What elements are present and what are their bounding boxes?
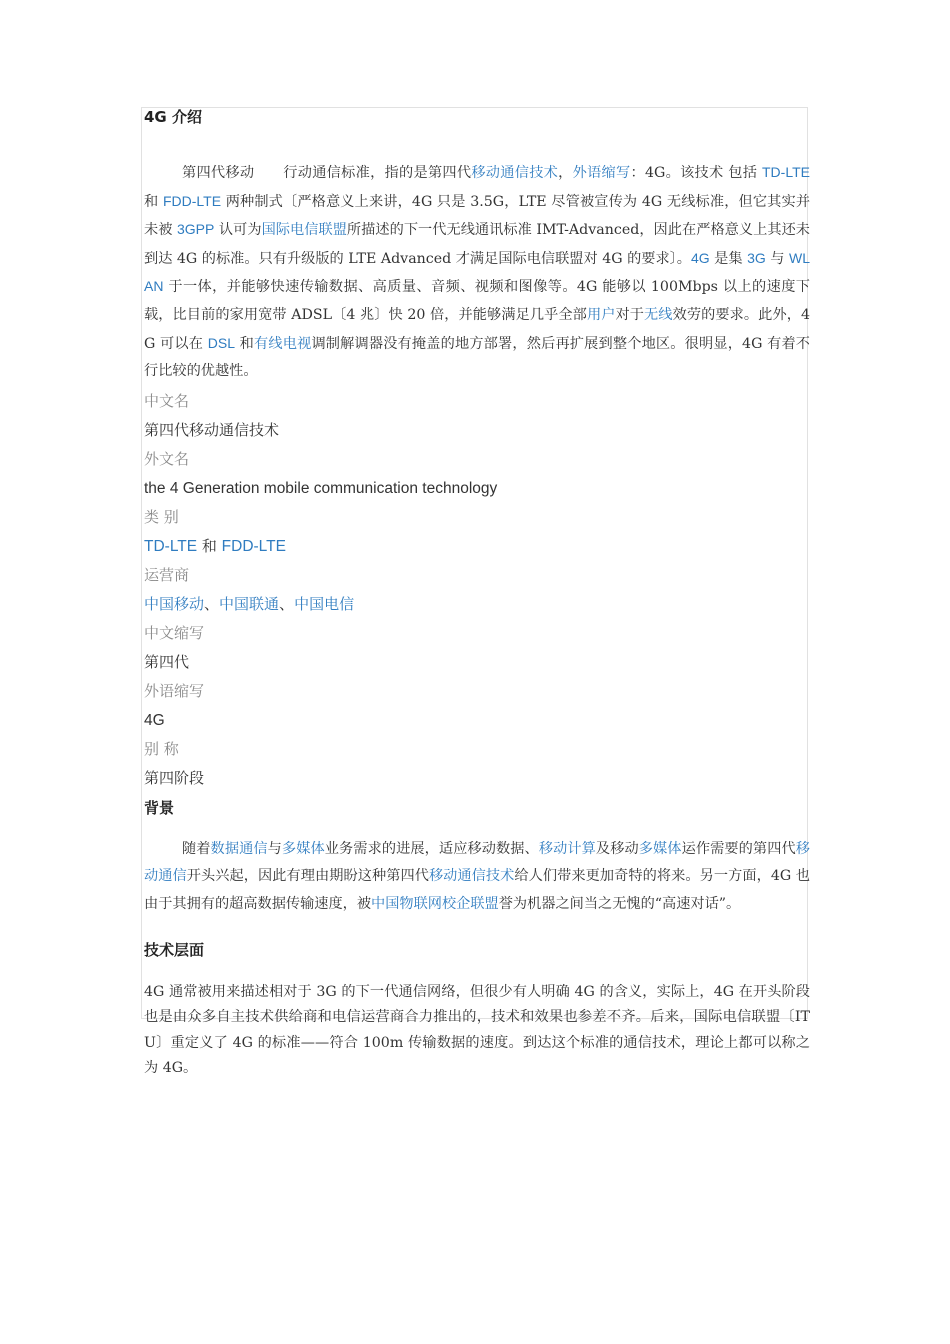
link-mobile-comm[interactable]: 移动通信 xyxy=(144,840,810,885)
link-mobile-computing[interactable]: 移动计算 xyxy=(538,840,596,857)
link-category-fdd-lte[interactable]: FDD-LTE xyxy=(221,537,286,555)
link-user[interactable]: 用户 xyxy=(586,306,616,323)
infobox-value-alias: 第四阶段 xyxy=(144,768,205,787)
infobox-value-operator: 中国移动、中国联通、中国电信 xyxy=(144,594,355,613)
link-mobile-comm-tech[interactable]: 移动通信技术 xyxy=(471,165,559,181)
link-data-comm[interactable]: 数据通信 xyxy=(210,840,268,857)
intro-heading: 4G 介绍 xyxy=(144,108,202,126)
link-4g[interactable]: 4G xyxy=(690,249,710,266)
link-mobile-comm-tech-2[interactable]: 移动通信技术 xyxy=(428,868,515,885)
link-foreign-abbr[interactable]: 外语缩写 xyxy=(572,165,631,181)
background-heading: 背景 xyxy=(144,798,175,817)
link-multimedia[interactable]: 多媒体 xyxy=(281,840,325,857)
link-td-lte[interactable]: TD-LTE xyxy=(762,164,810,180)
link-category-td-lte[interactable]: TD-LTE xyxy=(144,537,198,555)
link-china-mobile[interactable]: 中国移动 xyxy=(144,594,205,613)
document-body xyxy=(144,104,810,1082)
link-3gpp[interactable]: 3GPP xyxy=(177,221,215,238)
infobox-label-alias: 别 称 xyxy=(144,739,179,758)
infobox xyxy=(144,387,810,793)
infobox-label-foreign-name: 外文名 xyxy=(144,449,190,468)
technical-paragraph: 4G 通常被用来描述相对于 3G 的下一代通信网络，但很少有人明确 4G 的含义，实际上，4G 在开头阶段也是由众多自主技术供给商和电信运营商合力推出的，技术和效果也参差不齐。后来，国际电信联盟〔ITU〕重定义了 4G 的标准——符合 100m 传输数据的速度。到达这个标准的通信技术，理论上都可以称之为 4G。 xyxy=(144,983,810,1077)
technical-heading: 技术层面 xyxy=(144,940,205,959)
link-iot-alliance[interactable]: 中国物联网校企联盟 xyxy=(371,895,499,912)
link-fdd-lte[interactable]: FDD-LTE xyxy=(162,192,222,209)
link-itu[interactable]: 国际电信联盟 xyxy=(261,222,347,239)
intro-paragraph: 第四代移动 行动通信标准，指的是第四代移动通信技术，外语缩写：4G。该技术 包括 TD-LTE 和 FDD-LTE 两种制式〔严格意义上来讲，4G 只是 3.5G，LTE 尽管被宣传为 4G 无线标准，但它其实并未被 3GPP 认可为国际电信联盟所描述的下一代无线通讯标准 IMT-Advanced，因此在严格意义上其还未到达 4G 的标准。只有升级版的 LTE Advanced 才满足国际电信联盟对 4G 的要求〕。4G 是集 3G 与 WLAN 于一体，并能够快速传输数据、高质量、音频、视频和图像等。4G 能够以 100Mbps 以上的速度下载，比目前的家用宽带 ADSL〔4 兆〕快 20 倍，并能够满足几乎全部用户对于无线效劳的要求。此外，4G 可以在 DSL 和有线电视调制解调器没有掩盖的地方部署，然后再扩展到整个地区。很明显，4G 有着不行比较的优越性。 xyxy=(144,164,811,380)
infobox-label-foreign-abbr: 外语缩写 xyxy=(144,681,205,700)
infobox-value-foreign-name: the 4 Generation mobile communication technology xyxy=(144,479,498,497)
infobox-value-category: TD-LTE 和 FDD-LTE xyxy=(144,536,286,555)
infobox-value-chinese-name: 第四代移动通信技术 xyxy=(144,420,280,439)
link-cable-tv[interactable]: 有线电视 xyxy=(254,335,312,352)
background-paragraph: 随着数据通信与多媒体业务需求的进展，适应移动数据、移动计算及移动多媒体运作需要的第四代移动通信开头兴起，因此有理由期盼这种第四代移动通信技术给人们带来更加奇特的将来。另一方面，4G 也由于其拥有的超高数据传输速度，被中国物联网校企联盟誉为机器之间当之无愧的“高速对话”。 xyxy=(144,840,810,912)
link-dsl[interactable]: DSL xyxy=(207,334,235,351)
link-china-unicom[interactable]: 中国联通 xyxy=(219,594,280,613)
infobox-label-operator: 运营商 xyxy=(144,565,190,584)
link-wlan[interactable]: WLAN xyxy=(144,249,810,295)
infobox-label-category: 类 别 xyxy=(144,507,179,526)
infobox-value-chinese-abbr: 第四代 xyxy=(144,652,190,671)
infobox-value-foreign-abbr: 4G xyxy=(144,711,165,729)
link-multimedia-2[interactable]: 多媒体 xyxy=(638,840,682,857)
infobox-label-chinese-abbr: 中文缩写 xyxy=(144,623,205,642)
link-3g[interactable]: 3G xyxy=(747,249,766,266)
link-china-telecom[interactable]: 中国电信 xyxy=(294,594,355,613)
infobox-label-chinese-name: 中文名 xyxy=(144,391,190,410)
link-wireless[interactable]: 无线 xyxy=(644,306,673,323)
